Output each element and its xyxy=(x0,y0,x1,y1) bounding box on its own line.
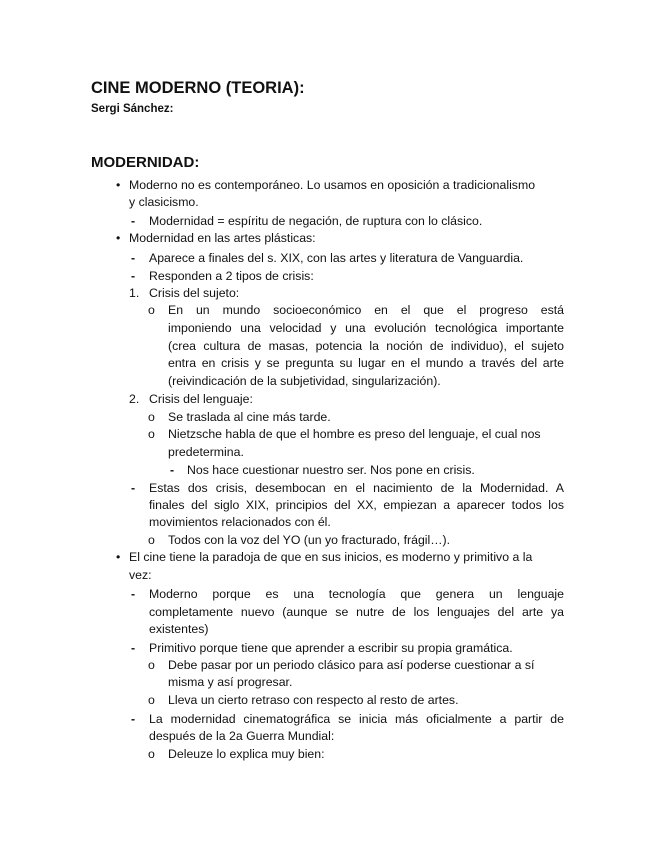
text-line: Moderno porque es una tecnología que genera un lenguaje xyxy=(149,587,564,601)
text-line: Se traslada al cine más tarde. xyxy=(168,410,331,424)
number-marker: 2. xyxy=(129,392,140,406)
circle-marker: o xyxy=(148,658,155,672)
circle-marker: o xyxy=(148,693,155,707)
text-line: entra en crisis y se pregunta su lugar en el mundo a través del arte xyxy=(168,356,564,370)
dash-marker: - xyxy=(131,481,136,495)
dash-marker: - xyxy=(131,214,136,228)
text-line: Lleva un cierto retraso con respecto al resto de artes. xyxy=(168,693,459,707)
text-line: Nietzsche habla de que el hombre es preso del lenguaje, el cual nos xyxy=(168,427,541,441)
circle-marker: o xyxy=(148,427,155,441)
circle-marker: o xyxy=(148,747,155,761)
circle-marker: o xyxy=(148,410,155,424)
text-line: vez: xyxy=(129,568,152,582)
text-line: después de la 2a Guerra Mundial: xyxy=(149,729,335,743)
text-line: Todos con la voz del YO (un yo fracturado, frágil…). xyxy=(168,533,451,547)
text-line: Crisis del lenguaje: xyxy=(149,392,253,406)
text-line: imponiendo una velocidad y una evolución tecnológica importante xyxy=(168,321,564,335)
text-line: Responden a 2 tipos de crisis: xyxy=(149,269,314,283)
circle-marker: o xyxy=(148,533,155,547)
text-line: Aparece a finales del s. XIX, con las artes y literatura de Vanguardia. xyxy=(149,251,524,265)
text-line: Nos hace cuestionar nuestro ser. Nos pone en crisis. xyxy=(187,463,475,477)
bullet-marker: • xyxy=(116,231,121,245)
text-line: Debe pasar por un periodo clásico para así poderse cuestionar a sí xyxy=(168,658,535,672)
text-line: misma y así progresar. xyxy=(168,675,293,689)
text-line: (crea cultura de masas, potencia la noción de individuo), el sujeto xyxy=(168,339,564,353)
text-line: En un mundo socioeconómico en el que el progreso está xyxy=(168,303,564,317)
text-line: La modernidad cinematográfica se inicia más oficialmente a partir de xyxy=(149,712,564,726)
number-marker: 1. xyxy=(129,286,140,300)
text-line: movimientos relacionados con él. xyxy=(149,515,331,529)
text-line: El cine tiene la paradoja de que en sus inicios, es moderno y primitivo a la xyxy=(129,550,533,564)
text-line: Modernidad = espíritu de negación, de ruptura con lo clásico. xyxy=(149,214,483,228)
text-line: Crisis del sujeto: xyxy=(149,286,240,300)
author-name: Sergi Sánchez: xyxy=(91,103,174,115)
dash-marker: - xyxy=(131,587,136,601)
section-heading: MODERNIDAD: xyxy=(91,154,200,171)
text-line: predetermina. xyxy=(168,445,244,459)
text-line: existentes) xyxy=(149,622,209,636)
text-line: Primitivo porque tiene que aprender a escribir su propia gramática. xyxy=(149,641,513,655)
text-line: Estas dos crisis, desembocan en el nacimiento de la Modernidad. A xyxy=(149,481,564,495)
text-line: completamente nuevo (aunque se nutre de los lenguajes del arte ya xyxy=(149,605,564,619)
text-line: Modernidad en las artes plásticas: xyxy=(129,231,316,245)
dash-marker: - xyxy=(131,269,136,283)
bullet-marker: • xyxy=(116,550,121,564)
text-line: Deleuze lo explica muy bien: xyxy=(168,747,325,761)
text-line: finales del siglo XIX, principios del XX, empiezan a aparecer todos los xyxy=(149,498,564,512)
text-line: (reivindicación de la subjetividad, singularización). xyxy=(168,374,441,388)
dash-marker: - xyxy=(170,463,175,477)
document-title: CINE MODERNO (TEORIA): xyxy=(91,79,305,97)
circle-marker: o xyxy=(148,303,155,317)
dash-marker: - xyxy=(131,251,136,265)
dash-marker: - xyxy=(131,641,136,655)
dash-marker: - xyxy=(131,712,136,726)
text-line: y clasicismo. xyxy=(129,195,199,209)
bullet-marker: • xyxy=(116,178,121,192)
text-line: Moderno no es contemporáneo. Lo usamos en oposición a tradicionalismo xyxy=(129,178,536,192)
